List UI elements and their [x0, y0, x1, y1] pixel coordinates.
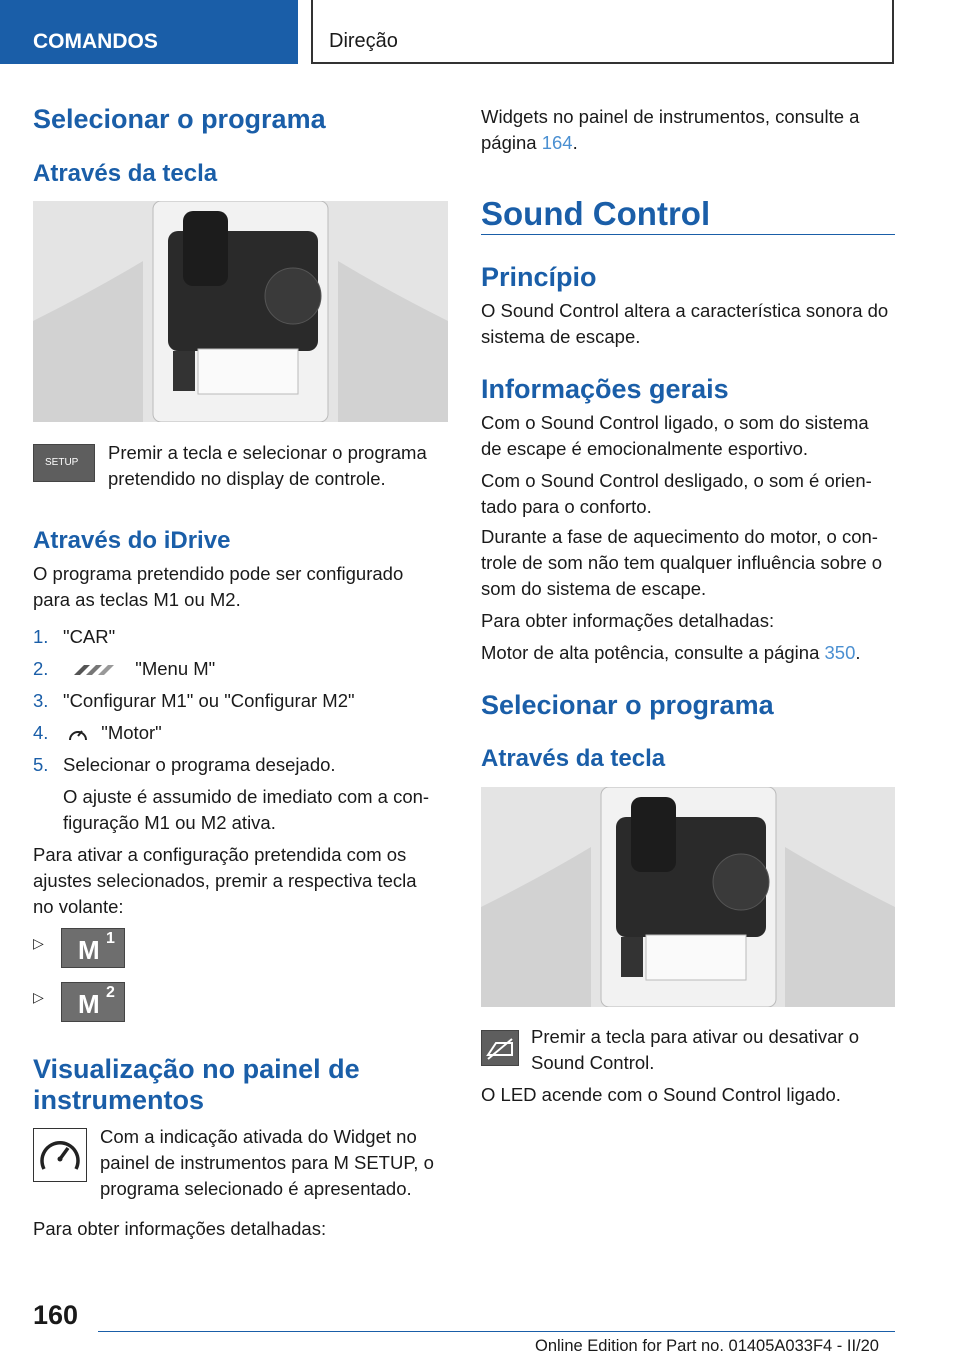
- setup-instruction: Premir a tecla e selecionar o programa pretendido no display de controle.: [108, 442, 427, 489]
- widgets-reference: Widgets no painel de instrumentos, consulte a página 164.: [481, 106, 860, 153]
- step-4: 4. "Motor": [33, 722, 162, 743]
- console-photo: [33, 201, 448, 422]
- sound-control-button-icon: [481, 1030, 519, 1066]
- general-para-2: Com o Sound Control desligado, o som é orien- tado para o conforto.: [481, 470, 872, 517]
- page-link-164[interactable]: 164: [541, 132, 573, 153]
- general-para-5: Motor de alta potência, consulte a página 350.: [481, 642, 861, 663]
- edition-note: Online Edition for Part no. 01405A033F4 - II/20: [535, 1337, 879, 1355]
- page-link-350[interactable]: 350: [824, 642, 856, 663]
- more-info-left: Para obter informações detalhadas:: [33, 1218, 327, 1239]
- heading-select-program-right: Selecionar o programa: [481, 690, 774, 720]
- activate-text: Para ativar a configuração pretendida com os ajustes selecionados, premir a respectiva tecla no volante:: [33, 844, 417, 917]
- gauge-icon: [68, 726, 88, 742]
- heading-via-idrive: Através do iDrive: [33, 527, 231, 554]
- bullet-m2: ▷: [33, 989, 44, 1005]
- led-text: O LED acende com o Sound Control ligado.: [481, 1084, 841, 1105]
- heading-sound-control: Sound Control: [481, 195, 711, 232]
- heading-select-program: Selecionar o programa: [33, 104, 326, 134]
- idrive-intro: O programa pretendido pode ser configurado para as teclas M1 ou M2.: [33, 563, 404, 610]
- console-photo-right: [481, 787, 895, 1007]
- setup-button-icon: SETUP: [33, 444, 95, 482]
- heading-via-key-right: Através da tecla: [481, 745, 666, 772]
- heading-instrument-display: Visualização no painel de instrumentos: [33, 1054, 360, 1115]
- m-stripes-icon: [68, 663, 120, 677]
- general-para-4: Para obter informações detalhadas:: [481, 610, 775, 631]
- display-text: Com a indicação ativada do Widget no painel de instrumentos para M SETUP, o programa selecionado é apresentado.: [100, 1126, 434, 1199]
- step-3: 3. "Configurar M1" ou "Configurar M2": [33, 690, 355, 711]
- general-para-3: Durante a fase de aquecimento do motor, o con- trole de som não tem qualquer influência sobre o som do sistema de escape.: [481, 526, 883, 599]
- heading-rule: [481, 234, 895, 235]
- m1-button-icon: M 1: [61, 928, 125, 968]
- step-5: 5. Selecionar o programa desejado.: [33, 754, 336, 775]
- principle-text: O Sound Control altera a característica sonora do sistema de escape.: [481, 300, 889, 347]
- sound-control-instruction: Premir a tecla para ativar ou desativar o Sound Control.: [531, 1026, 860, 1073]
- footer-rule: [98, 1331, 895, 1332]
- heading-general-info: Informações gerais: [481, 374, 729, 404]
- chapter-title: Direção: [329, 30, 398, 52]
- step-1: 1. "CAR": [33, 626, 116, 647]
- section-title: COMANDOS: [33, 30, 158, 53]
- general-para-1: Com o Sound Control ligado, o som do sistema de escape é emocionalmente esportivo.: [481, 412, 869, 459]
- step-5-detail: O ajuste é assumido de imediato com a con- figuração M1 ou M2 ativa.: [63, 786, 430, 833]
- step-2: 2. "Menu M": [33, 658, 216, 679]
- page-number: 160: [33, 1300, 79, 1330]
- m2-button-icon: M 2: [61, 982, 125, 1022]
- speedometer-icon: [33, 1128, 87, 1182]
- section-tab: [0, 0, 298, 64]
- heading-principle: Princípio: [481, 262, 597, 292]
- bullet-m1: ▷: [33, 935, 44, 951]
- chapter-box: [311, 0, 894, 64]
- heading-via-key: Através da tecla: [33, 160, 218, 187]
